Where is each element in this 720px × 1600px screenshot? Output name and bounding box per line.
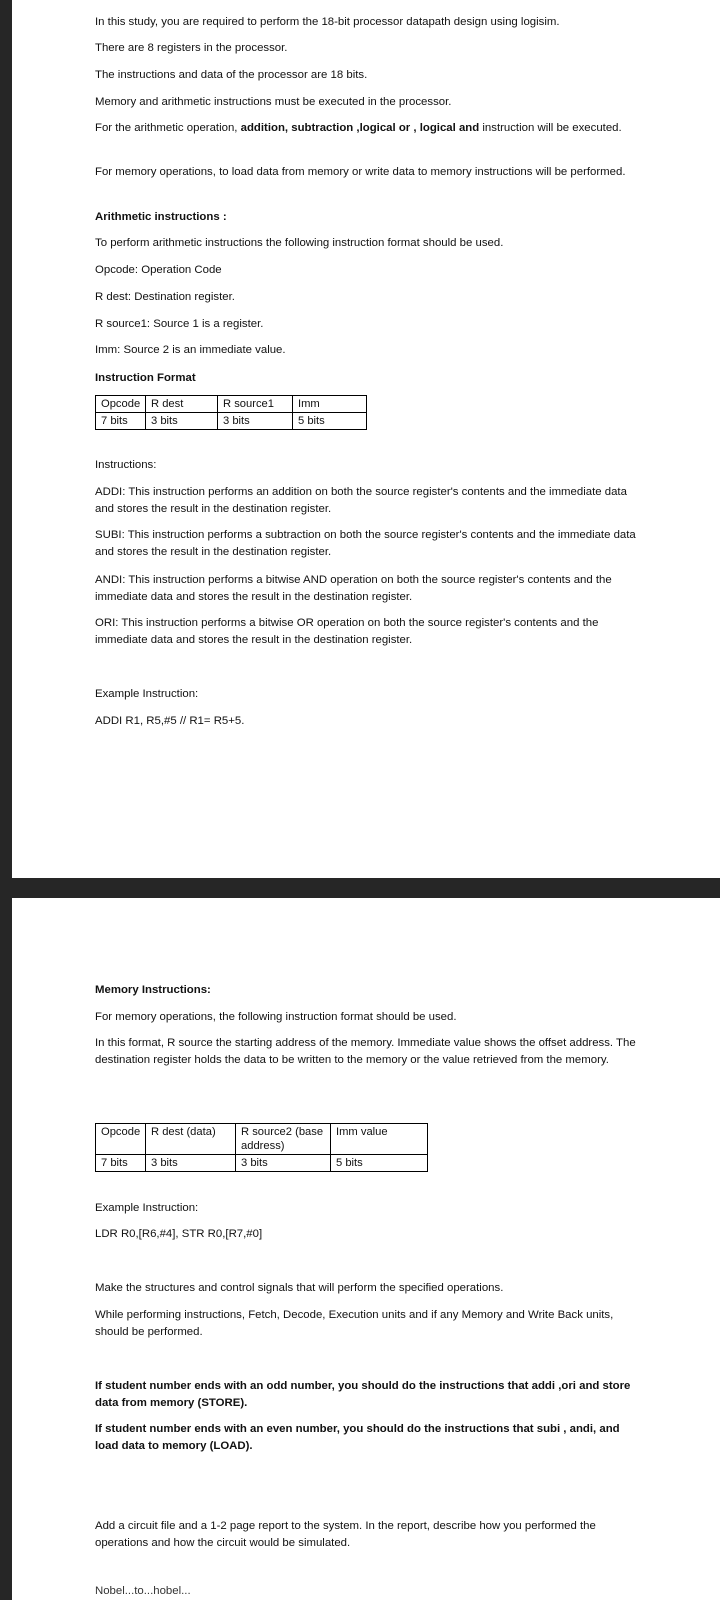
odd-student-paragraph: If student number ends with an odd number, you should do the instructions that addi ,ori and store data from memory (STORE). xyxy=(95,1380,631,1409)
intro-line-2: There are 8 registers in the processor. xyxy=(95,42,288,54)
arithmetic-operation-paragraph xyxy=(95,120,640,137)
intro-line-1: In this study, you are required to perform the 18-bit processor datapath design using logisim. xyxy=(95,16,560,28)
table-cell: 3 bits xyxy=(146,1155,236,1172)
instruction-format-heading: Instruction Format xyxy=(95,372,196,384)
field-imm: Imm: Source 2 is an immediate value. xyxy=(95,344,286,356)
table-cell: Opcode xyxy=(96,396,146,413)
table-cell: 5 bits xyxy=(293,413,367,430)
field-rdest: R dest: Destination register. xyxy=(95,291,235,303)
memory-heading: Memory Instructions: xyxy=(95,984,211,996)
units-paragraph: While performing instructions, Fetch, Decode, Execution units and if any Memory and Write Back units, should be performed. xyxy=(95,1309,614,1338)
arith-op-prefix: For the arithmetic operation, xyxy=(95,122,241,134)
table-cell: Imm xyxy=(293,396,367,413)
instruction-subi: SUBI: This instruction performs a subtraction on both the source register's contents and the immediate data and stores the result in the destination register. xyxy=(95,529,636,558)
field-rsource1: R source1: Source 1 is a register. xyxy=(95,318,264,330)
table-cell: R dest xyxy=(146,396,218,413)
instruction-addi: ADDI: This instruction performs an addition on both the source register's contents and the immediate data and stores the result in the destination register. xyxy=(95,486,627,515)
cut-off-line: Nobel...to...hobel... xyxy=(95,1585,191,1597)
document-page-2 xyxy=(12,898,720,1600)
table-cell: R dest (data) xyxy=(146,1124,236,1155)
example-instruction: ADDI R1, R5,#5 // R1= R5+5. xyxy=(95,715,245,727)
structures-paragraph: Make the structures and control signals that will perform the specified operations. xyxy=(95,1282,504,1294)
memory-format-table xyxy=(95,1123,428,1172)
table-row xyxy=(96,1124,428,1155)
intro-line-4: Memory and arithmetic instructions must be executed in the processor. xyxy=(95,96,452,108)
memory-description: In this format, R source the starting address of the memory. Immediate value shows the offset address. The destination register holds the data to be written to the memory or the value retrieved from the memory. xyxy=(95,1037,636,1066)
table-cell: 5 bits xyxy=(331,1155,428,1172)
table-cell: R source1 xyxy=(218,396,293,413)
instruction-ori: ORI: This instruction performs a bitwise OR operation on both the source register's contents and the immediate data and stores the result in the destination register. xyxy=(95,617,599,646)
arithmetic-intro: To perform arithmetic instructions the following instruction format should be used. xyxy=(95,237,504,249)
instruction-andi: ANDI: This instruction performs a bitwise AND operation on both the source register's contents and the immediate data and stores the result in the destination register. xyxy=(95,574,612,603)
table-cell: 7 bits xyxy=(96,1155,146,1172)
table-row xyxy=(96,1155,428,1172)
document-page-1 xyxy=(12,0,720,878)
table-cell: Imm value xyxy=(331,1124,428,1155)
arithmetic-heading: Arithmetic instructions : xyxy=(95,211,227,223)
arith-op-suffix: instruction will be executed. xyxy=(479,122,622,134)
example-label-2: Example Instruction: xyxy=(95,1202,199,1214)
table-cell: R source2 (base address) xyxy=(236,1124,331,1155)
intro-line-3: The instructions and data of the processor are 18 bits. xyxy=(95,69,368,81)
report-paragraph: Add a circuit file and a 1-2 page report to the system. In the report, describe how you performed the operations and how the circuit would be simulated. xyxy=(95,1520,596,1549)
table-cell: 3 bits xyxy=(146,413,218,430)
table-row xyxy=(96,396,367,413)
memory-intro: For memory operations, the following instruction format should be used. xyxy=(95,1011,457,1023)
table-row xyxy=(96,413,367,430)
example-instruction-2: LDR R0,[R6,#4], STR R0,[R7,#0] xyxy=(95,1228,263,1240)
table-cell: 7 bits xyxy=(96,413,146,430)
field-opcode: Opcode: Operation Code xyxy=(95,264,222,276)
table-cell: 3 bits xyxy=(236,1155,331,1172)
even-student-paragraph: If student number ends with an even number, you should do the instructions that subi , andi, and load data to memory (LOAD). xyxy=(95,1423,620,1452)
table-cell: 3 bits xyxy=(218,413,293,430)
memory-operation-paragraph: For memory operations, to load data from memory or write data to memory instructions will be performed. xyxy=(95,166,626,178)
instruction-format-table xyxy=(95,395,367,430)
instructions-label: Instructions: xyxy=(95,459,157,471)
arith-op-bold: addition, subtraction ,logical or , logical and xyxy=(240,122,480,134)
example-label: Example Instruction: xyxy=(95,688,199,700)
table-cell: Opcode xyxy=(96,1124,146,1155)
